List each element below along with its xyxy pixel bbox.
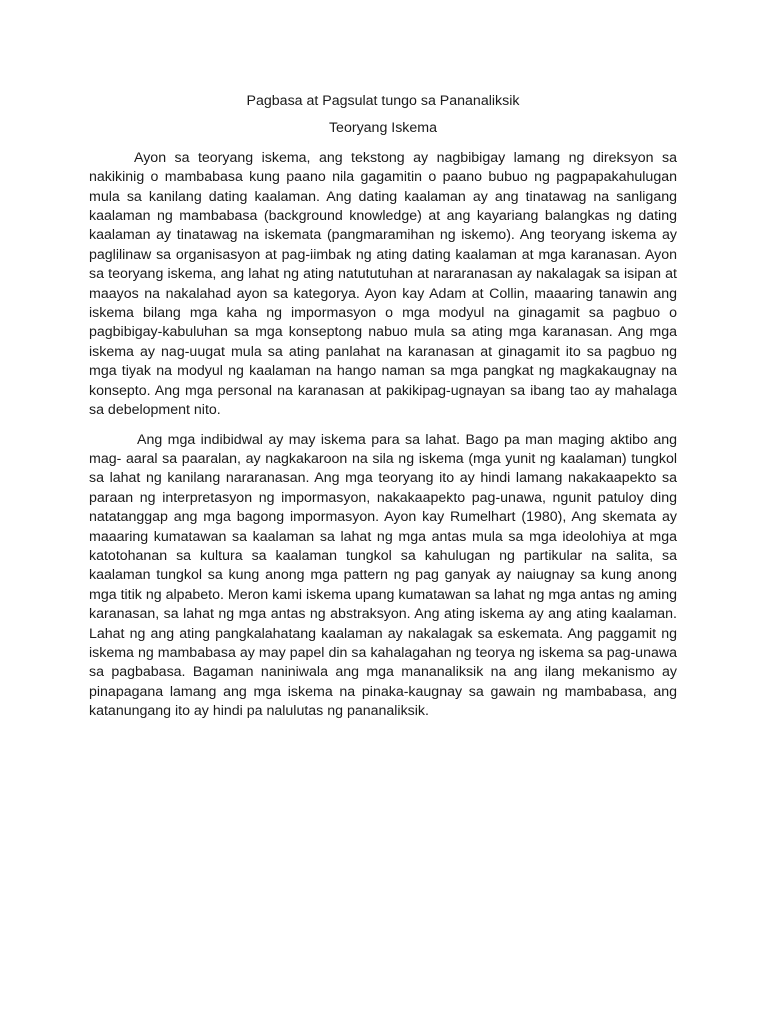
document-subtitle: Teoryang Iskema: [328, 120, 438, 137]
document-page: [89, 92, 677, 722]
paragraph-2: Ang mga indibidwal ay may iskema para sa lahat. Bago pa man maging aktibo ang mag- aaral sa paaralan, ay nagkakaroon na sila ng iskema (mga yunit ng kaalaman) tungkol sa lahat ng kanilang nararanasan. Ang mga teoryang ito ay hindi lamang nakakaapekto sa paraan ng interpretasyon ng impormasyon, nakakaapekto pag-unawa, ngunit patuloy ding natatanggap ang mga bagong impormasyon. Ayon kay Rumelhart (1980), Ang skemata ay maaaring kumatawan sa kaalaman sa lahat ng mga antas mula sa mga ideolohiya at mga katotohanan sa kultura sa kaalaman tungkol sa kahulugan ng partikular na salita, sa kaalaman tungkol sa kung anong mga pattern ng pag ganyak ay naiugnay sa kung anong mga titik ng alpabeto. Meron kami iskema upang kumatawan sa lahat ng mga antas ng aming karanasan, sa lahat ng mga antas ng abstraksyon. Ang ating iskema ay ang ating kaalaman. Lahat ng ang ating pangkalahatang kaalaman ay nakalagak sa eskemata. Ang paggamit ng iskema ng mambabasa ay may papel din sa kahalagahan ng teorya ng iskema sa pag-unawa sa pagbabasa. Bagaman naniniwala ang mga mananaliksik na ang ilang mekanismo ay pinapagana lamang ang mga iskema na pinaka-kaugnay sa gawain ng mambabasa, ang katanungang ito ay hindi pa nalulutas ng pananaliksik.: [89, 431, 677, 720]
document-title: Pagbasa at Pagsulat tungo sa Pananaliksik: [246, 93, 520, 109]
paragraph-1: Ayon sa teoryang iskema, ang tekstong ay nagbibigay lamang ng direksyon sa nakikinig o mambabasa kung paano nila gagamitin o paano bubuo ng pagpapakahulugan mula sa kanilang dating kaalaman. Ang dating kaalaman ay ang tinatawag na sanligang kaalaman ng mambabasa (background knowledge) at ang kayariang balangkas ng dating kaalaman ay tinatawag na iskemata (pangmaramihan ng iskemo). Ang teoryang iskema ay paglilinaw sa organisasyon at pag-iimbak ng ating dating kaalaman at mga karanasan. Ayon sa teoryang iskema, ang lahat ng ating natututuhan at nararanasan ay nakalagak sa isipan at maayos na nakalahad ayon sa kategorya. Ayon kay Adam at Collin, maaaring tanawin ang iskema bilang mga kaha ng impormasyon o mga modyul na ginagamit sa pagbuo o pagbibigay-kabuluhan sa mga konseptong nabuo mula sa ating mga karanasan. Ang mga iskema ay nag-uugat mula sa ating panlahat na karanasan at ginagamit ito sa pagbuo ng mga tiyak na modyul ng kaalaman na hango naman sa mga pangkat ng magkakaugnay na konsepto. Ang mga personal na karanasan at pakikipag-ugnayan sa ibang tao ay mahalaga sa debelopment nito.: [89, 149, 677, 419]
